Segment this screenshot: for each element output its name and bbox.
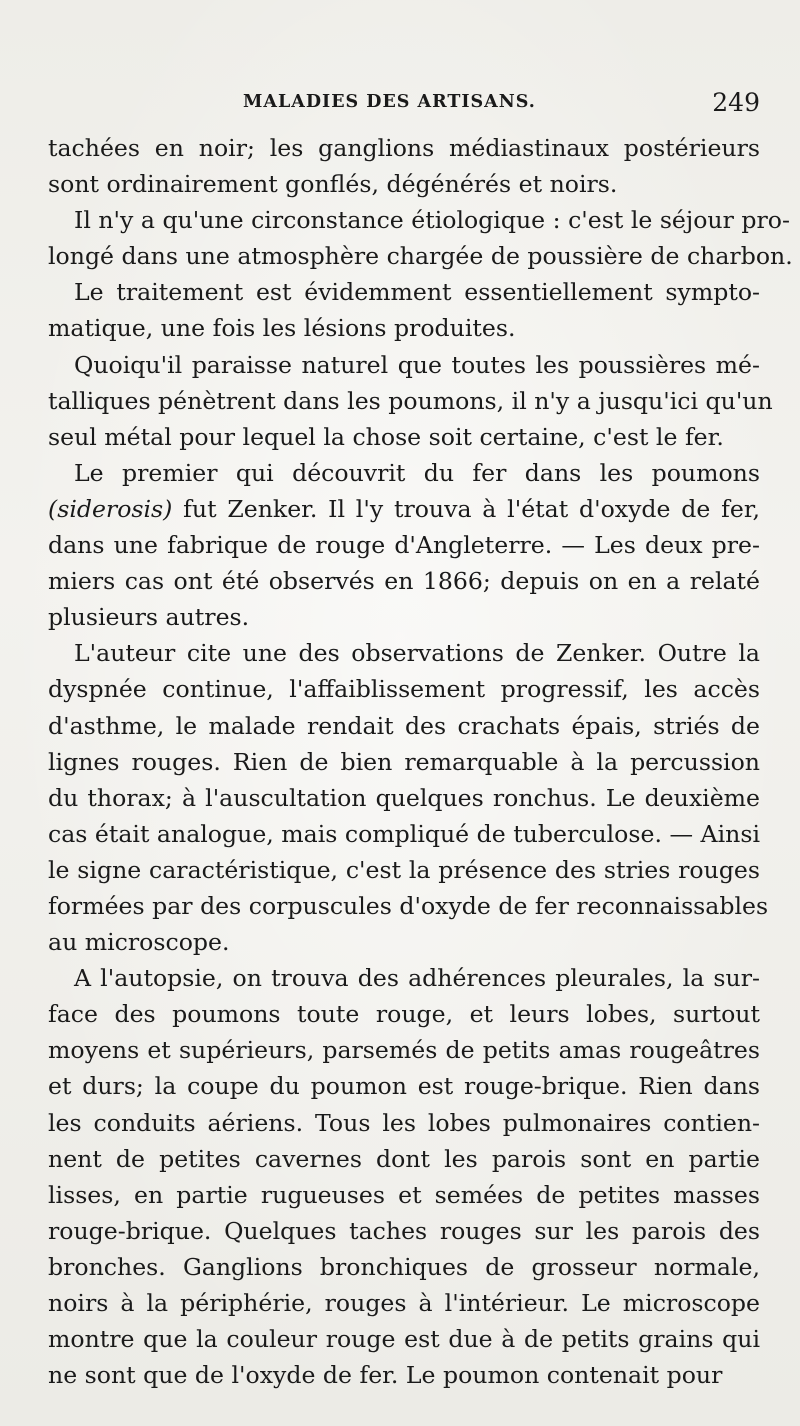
text-line: rouge-brique. Quelques taches rouges sur les parois des [48, 1216, 760, 1245]
paragraph [48, 202, 793, 274]
text-line: formées par des corpuscules d'oxyde de fer reconnaissables [48, 891, 769, 920]
paragraph [48, 635, 769, 960]
text-line: talliques pénètrent dans les poumons, il n'y a jusqu'ici qu'un [48, 386, 773, 415]
text-line: au microscope. [48, 928, 230, 957]
paragraph [48, 130, 760, 202]
text-line: Le traitement est évidemment essentiellement sympto- [74, 278, 760, 307]
text-line: Le premier qui découvrit du fer dans les poumons [74, 458, 760, 487]
paragraph [48, 455, 760, 635]
page-header [48, 88, 760, 124]
text-line: miers cas ont été observés en 1866; depuis on en a relaté [48, 567, 760, 596]
text-line: plusieurs autres. [48, 603, 250, 632]
text-line: d'asthme, le malade rendait des crachats épais, striés de [48, 711, 760, 740]
text-line: lignes rouges. Rien de bien remarquable à la percussion [48, 747, 760, 776]
text-line: face des poumons toute rouge, et leurs lobes, surtout [48, 1000, 760, 1029]
text-line: dans une fabrique de rouge d'Angleterre. — Les deux pre- [48, 531, 760, 560]
text-line: (siderosis) fut Zenker. Il l'y trouva à l'état d'oxyde de fer, [48, 494, 760, 523]
text-line: matique, une fois les lésions produites. [48, 314, 516, 343]
running-title: MALADIES DES ARTISANS. [243, 92, 536, 112]
paragraph [48, 347, 773, 455]
text-line: longé dans une atmosphère chargée de poussière de charbon. [48, 242, 793, 271]
paragraph [48, 274, 760, 346]
text-line: tachées en noir; les ganglions médiastinaux postérieurs [48, 134, 760, 162]
text-line: A l'autopsie, on trouva des adhérences pleurales, la sur- [74, 964, 760, 993]
text-line: bronches. Ganglions bronchiques de grosseur normale, [48, 1252, 760, 1281]
text-line: et durs; la coupe du poumon est rouge-brique. Rien dans [48, 1072, 760, 1101]
text-line: nent de petites cavernes dont les parois sont en partie [48, 1144, 760, 1173]
text-line: dyspnée continue, l'affaiblissement progressif, les accès [48, 675, 760, 704]
text-line: le signe caractéristique, c'est la présence des stries rouges [48, 855, 760, 884]
text-line: lisses, en partie rugueuses et semées de petites masses [48, 1180, 760, 1209]
text-line: Il n'y a qu'une circonstance étiologique : c'est le séjour pro- [74, 206, 790, 235]
text-line: montre que la couleur rouge est due à de petits grains qui [48, 1325, 760, 1354]
text-line: cas était analogue, mais compliqué de tuberculose. — Ainsi [48, 819, 760, 848]
body-text [48, 130, 793, 1393]
text-line: ne sont que de l'oxyde de fer. Le poumon contenait pour [48, 1361, 723, 1390]
text-line: sont ordinairement gonflés, dégénérés et noirs. [48, 170, 618, 199]
page-number: 249 [712, 88, 760, 117]
text-line: Quoiqu'il paraisse naturel que toutes les poussières mé- [74, 350, 760, 379]
text-line: moyens et supérieurs, parsemés de petits amas rougeâtres [48, 1036, 760, 1065]
paragraph [48, 960, 760, 1393]
text-line: seul métal pour lequel la chose soit certaine, c'est le fer. [48, 422, 724, 451]
text-line: L'auteur cite une des observations de Zenker. Outre la [74, 639, 760, 668]
text-line: noirs à la périphérie, rouges à l'intérieur. Le microscope [48, 1289, 760, 1317]
text-line: du thorax; à l'auscultation quelques ronchus. Le deuxième [48, 783, 760, 812]
text-line: les conduits aériens. Tous les lobes pulmonaires contien- [48, 1108, 760, 1137]
